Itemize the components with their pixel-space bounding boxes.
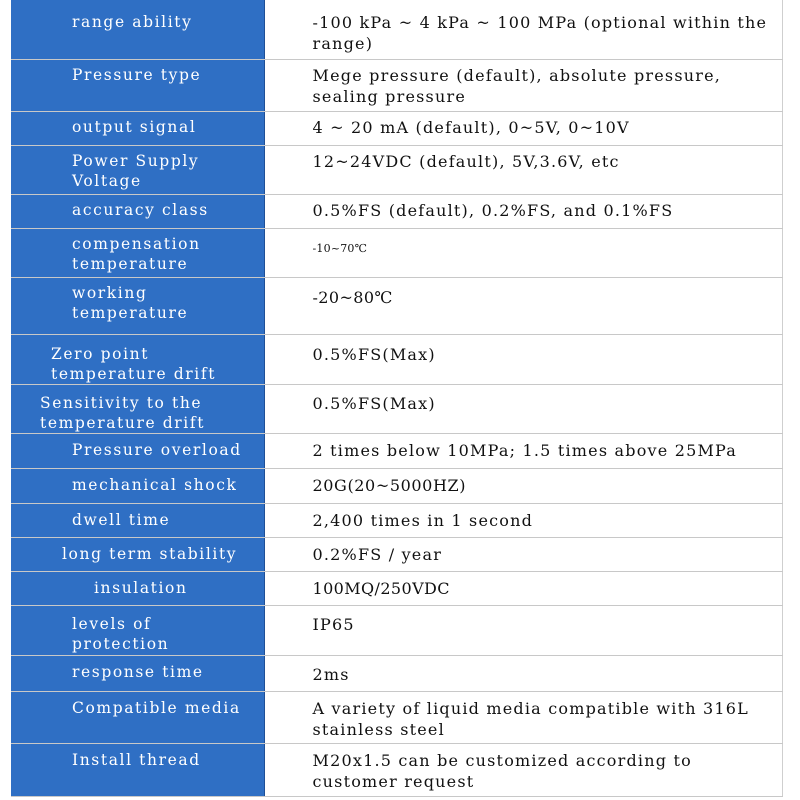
spec-value: -10~70℃	[312, 241, 368, 255]
spec-label-cell	[11, 277, 264, 334]
spec-label-cell	[11, 468, 264, 503]
spec-value: A variety of liquid media compatible with 316L stainless steel	[312, 698, 750, 739]
spec-label: working temperature	[72, 283, 189, 322]
table-row	[11, 145, 782, 194]
spec-value-cell	[264, 743, 782, 796]
table-row	[11, 334, 782, 384]
spec-label-cell	[11, 655, 264, 691]
spec-label: Install thread	[72, 750, 201, 769]
spec-label: dwell time	[72, 510, 171, 529]
spec-label-cell	[11, 111, 264, 145]
spec-label-cell	[11, 228, 264, 277]
spec-label-cell	[11, 0, 264, 59]
spec-label: Zero point temperature drift	[51, 344, 217, 383]
table-row	[11, 433, 782, 468]
spec-label-cell	[11, 605, 264, 655]
spec-label: range ability	[72, 13, 193, 31]
table-row	[11, 111, 782, 145]
table-row	[11, 571, 782, 605]
table-row	[11, 655, 782, 691]
spec-value: 20G(20~5000HZ)	[312, 475, 467, 495]
spec-table	[11, 0, 783, 797]
spec-label: compensation temperature	[72, 234, 201, 273]
spec-value: -20~80℃	[312, 287, 393, 307]
spec-label-cell	[11, 59, 264, 111]
spec-value-cell	[264, 503, 782, 537]
spec-value: 0.5%FS (default), 0.2%FS, and 0.1%FS	[312, 200, 674, 220]
spec-label: Power Supply Voltage	[72, 151, 200, 190]
spec-value: 100MQ/250VDC	[312, 578, 450, 598]
spec-value: 0.2%FS / year	[312, 544, 443, 564]
spec-value-cell	[264, 59, 782, 111]
spec-value-cell	[264, 384, 782, 433]
spec-label: Sensitivity to the temperature drift	[40, 393, 206, 432]
spec-label: Compatible media	[72, 698, 241, 717]
spec-value: 0.5%FS(Max)	[312, 344, 436, 364]
spec-label-cell	[11, 384, 264, 433]
spec-label: response time	[72, 662, 204, 681]
spec-label: levels of protection	[72, 614, 170, 653]
spec-label-cell	[11, 691, 264, 743]
table-row	[11, 0, 782, 59]
spec-value-cell	[264, 468, 782, 503]
spec-value-cell	[264, 691, 782, 743]
table-row	[11, 503, 782, 537]
spec-value: 2 times below 10MPa; 1.5 times above 25MPa	[312, 440, 738, 460]
table-row	[11, 384, 782, 433]
spec-label-cell	[11, 743, 264, 796]
spec-label: long term stability	[62, 544, 238, 563]
spec-label: output signal	[72, 117, 197, 136]
spec-value-cell	[264, 433, 782, 468]
table-row	[11, 605, 782, 655]
spec-label-cell	[11, 145, 264, 194]
spec-label-cell	[11, 537, 264, 571]
table-row	[11, 228, 782, 277]
spec-value: 2,400 times in 1 second	[312, 510, 534, 530]
spec-value-cell	[264, 0, 782, 59]
spec-label-cell	[11, 503, 264, 537]
table-row	[11, 537, 782, 571]
spec-value: M20x1.5 can be customized according to customer request	[312, 750, 692, 791]
spec-value-cell	[264, 228, 782, 277]
spec-value-cell	[264, 605, 782, 655]
spec-value-cell	[264, 277, 782, 334]
spec-label-cell	[11, 334, 264, 384]
table-row	[11, 743, 782, 796]
spec-label: mechanical shock	[72, 475, 238, 494]
table-row	[11, 59, 782, 111]
spec-value: IP65	[312, 614, 355, 634]
spec-value-cell	[264, 145, 782, 194]
spec-value: 0.5%FS(Max)	[312, 393, 436, 413]
spec-label-cell	[11, 571, 264, 605]
spec-label: insulation	[94, 578, 188, 597]
spec-label: Pressure type	[72, 65, 202, 84]
spec-label: Pressure overload	[72, 440, 242, 459]
spec-value-cell	[264, 537, 782, 571]
spec-value: 4 ~ 20 mA (default), 0~5V, 0~10V	[312, 117, 630, 137]
spec-value-cell	[264, 571, 782, 605]
table-row	[11, 468, 782, 503]
spec-value: -100 kPa ~ 4 kPa ~ 100 MPa (optional within the range)	[312, 13, 768, 53]
spec-label: accuracy class	[72, 200, 209, 219]
table-row	[11, 691, 782, 743]
spec-value-cell	[264, 334, 782, 384]
table-row	[11, 277, 782, 334]
spec-label-cell	[11, 194, 264, 228]
spec-value-cell	[264, 111, 782, 145]
spec-value: 2ms	[312, 664, 350, 684]
spec-value: 12~24VDC (default), 5V,3.6V, etc	[312, 151, 620, 171]
spec-label-cell	[11, 433, 264, 468]
spec-value-cell	[264, 655, 782, 691]
spec-value: Mege pressure (default), absolute pressure, sealing pressure	[312, 65, 722, 106]
spec-value-cell	[264, 194, 782, 228]
table-row	[11, 194, 782, 228]
